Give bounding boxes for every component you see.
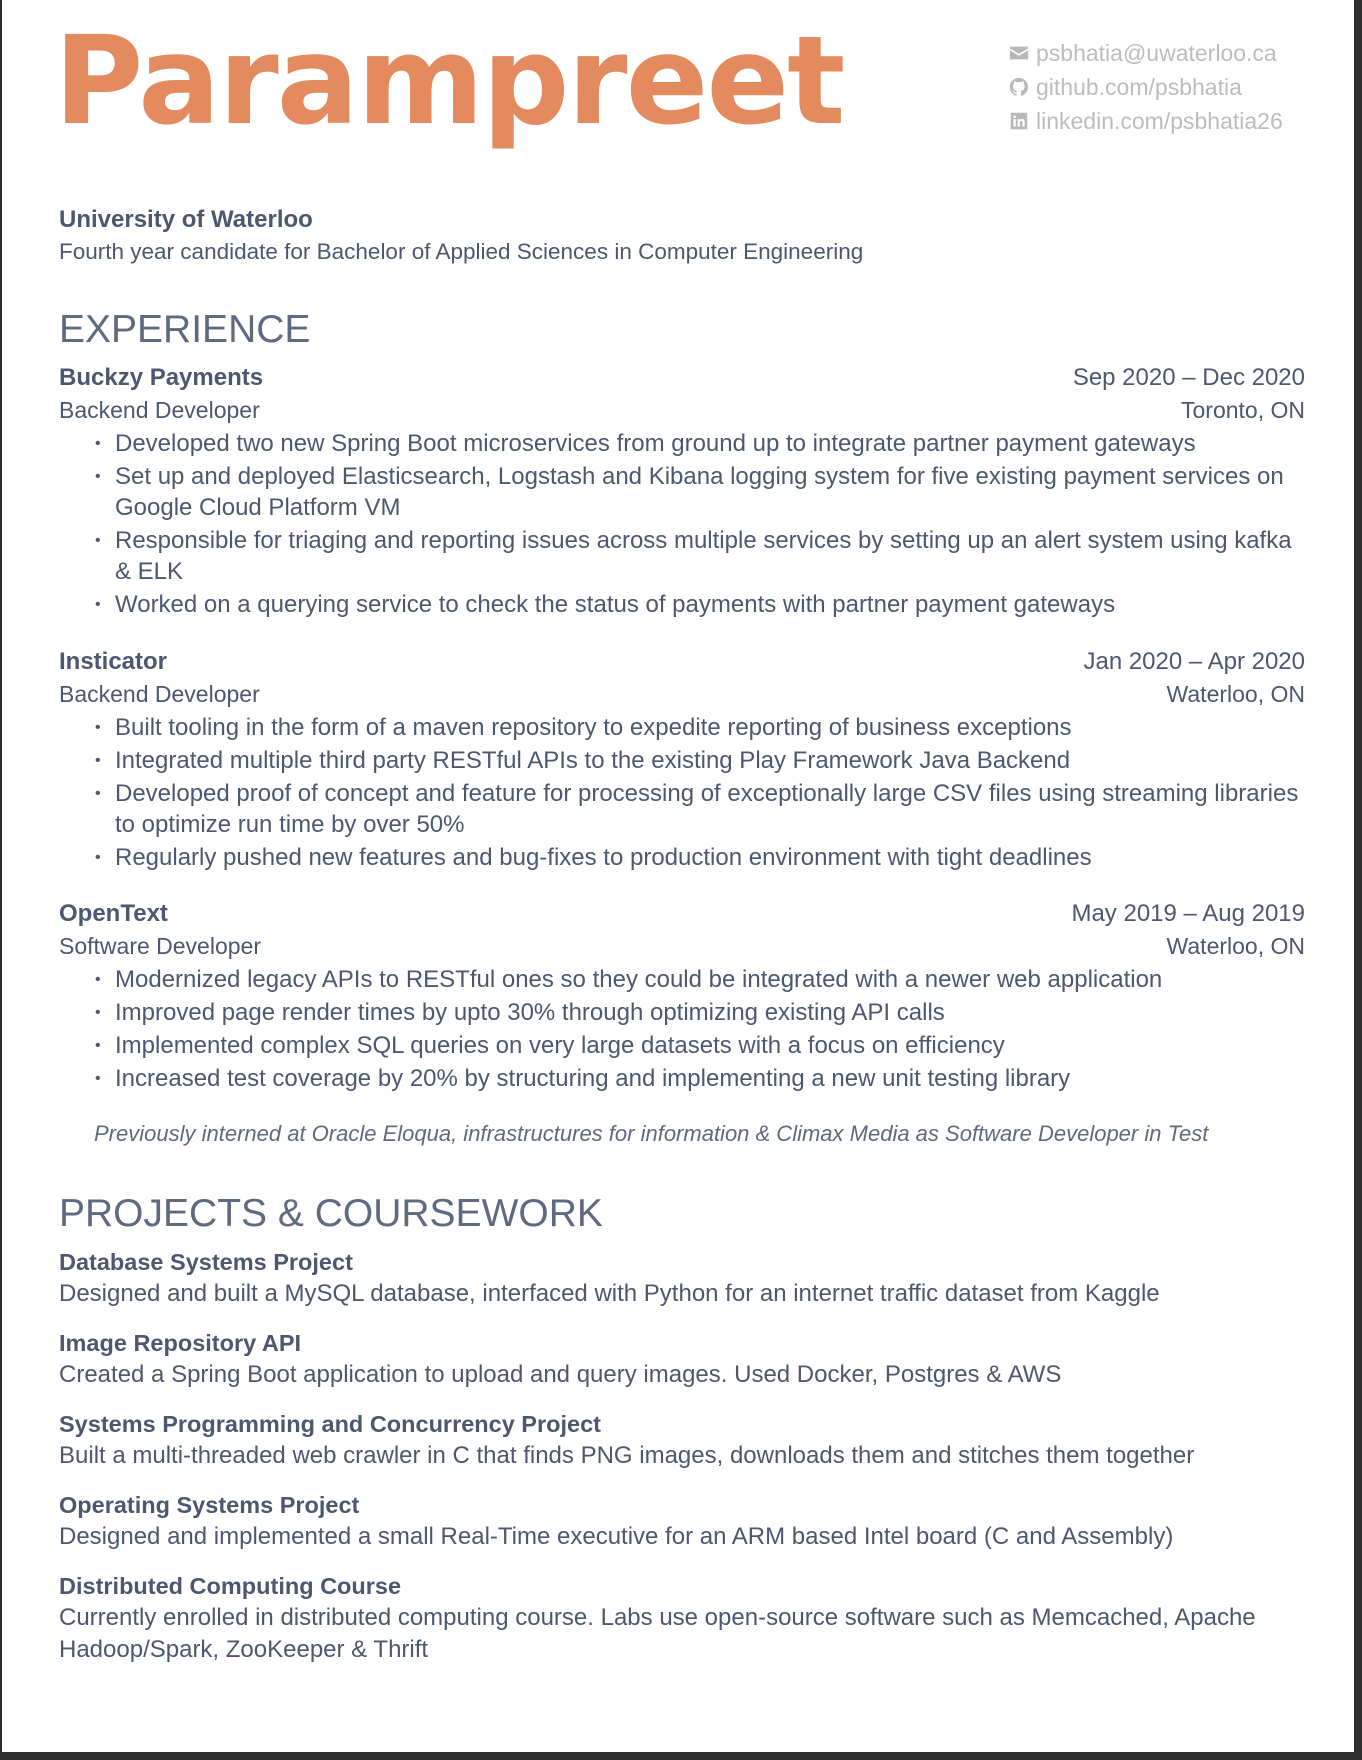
bullet-item: • Increased test coverage by 20% by structuring and implementing a new unit testing library [95,1063,1305,1094]
bullet-item: • Set up and deployed Elasticsearch, Logstash and Kibana logging system for five existing payment services on Google Cloud Platform VM [95,461,1305,523]
contact-linkedin-text: linkedin.com/psbhatia26 [1036,108,1283,134]
job-bullets [59,964,1305,1094]
contact-github[interactable] [1008,70,1283,104]
bullet-item: • Developed two new Spring Boot microservices from ground up to integrate partner payment gateways [95,428,1305,459]
job-bullets [59,428,1305,620]
candidate-name: Parampreet [54,10,844,152]
job-company: OpenText [59,900,168,927]
bullet-item: • Built tooling in the form of a maven repository to expedite reporting of business exceptions [95,712,1305,743]
job-dates: Sep 2020 – Dec 2020 [1072,364,1305,391]
job-role: Backend Developer [59,397,260,423]
job-location: Toronto, ON [1181,397,1305,423]
project-description: Designed and implemented a small Real-Time executive for an ARM based Intel board (C and Assembly) [59,1523,1174,1550]
job-bullets [59,712,1305,873]
contact-linkedin[interactable] [1008,104,1283,138]
bullet-item: • Worked on a querying service to check the status of payments with partner payment gateways [95,589,1305,620]
contact-email[interactable] [1008,36,1283,70]
experience-heading: EXPERIENCE [59,308,311,351]
project-entry [59,1408,1309,1472]
job-location: Waterloo, ON [1166,681,1305,707]
projects-heading: PROJECTS & COURSEWORK [59,1192,603,1235]
bullet-item: • Developed proof of concept and feature for processing of exceptionally large CSV files using streaming libraries to optimize run time by over 50% [95,778,1305,840]
bullet-item: • Regularly pushed new features and bug-fixes to production environment with tight deadlines [95,842,1305,873]
bullet-item: • Implemented complex SQL queries on very large datasets with a focus on efficiency [95,1030,1305,1061]
project-description: Created a Spring Boot application to upload and query images. Used Docker, Postgres & AWS [59,1361,1062,1388]
job-entry [59,898,1305,1096]
project-entry [59,1489,1309,1553]
job-entry [59,362,1305,622]
project-title: Systems Programming and Concurrency Project [59,1411,601,1437]
job-company: Buckzy Payments [59,364,264,391]
project-title: Distributed Computing Course [59,1573,402,1599]
resume-page [2,0,1354,1752]
contact-github-text: github.com/psbhatia [1036,74,1242,100]
project-entry [59,1246,1309,1310]
job-entry [59,646,1305,875]
linkedin-icon [1008,110,1030,132]
job-role: Backend Developer [59,681,260,707]
bullet-item: • Responsible for triaging and reporting issues across multiple services by setting up an alert system using kafka & ELK [95,525,1305,587]
contact-email-text: psbhatia@uwaterloo.ca [1036,40,1277,66]
bullet-item: • Modernized legacy APIs to RESTful ones so they could be integrated with a newer web application [95,964,1305,995]
project-description: Designed and built a MySQL database, interfaced with Python for an internet traffic dataset from Kaggle [59,1280,1160,1307]
degree-description: Fourth year candidate for Bachelor of Applied Sciences in Computer Engineering [59,239,864,264]
job-company: Insticator [59,648,168,675]
job-dates: May 2019 – Aug 2019 [1071,900,1305,927]
bullet-item: • Integrated multiple third party RESTful APIs to the existing Play Framework Java Backend [95,745,1305,776]
project-entry [59,1570,1309,1666]
project-description: Currently enrolled in distributed computing course. Labs use open-source software such as Memcached, Apache Hadoop/Spark, ZooKeeper & Thrift [59,1604,1256,1663]
project-description: Built a multi-threaded web crawler in C that finds PNG images, downloads them and stitches them together [59,1442,1195,1469]
previous-internships-note: Previously interned at Oracle Eloqua, infrastructures for information & Climax Media as Software Developer in Test [94,1121,1209,1146]
project-title: Image Repository API [59,1330,302,1356]
envelope-icon [1008,42,1030,64]
project-entry [59,1327,1309,1391]
job-role: Software Developer [59,933,261,959]
job-location: Waterloo, ON [1166,933,1305,959]
project-title: Database Systems Project [59,1249,353,1275]
education-block [59,204,863,268]
bullet-item: • Improved page render times by upto 30% through optimizing existing API calls [95,997,1305,1028]
contact-list [1008,36,1283,138]
job-dates: Jan 2020 – Apr 2020 [1083,648,1305,675]
project-title: Operating Systems Project [59,1492,360,1518]
github-icon [1008,76,1030,98]
school-name: University of Waterloo [59,206,313,233]
